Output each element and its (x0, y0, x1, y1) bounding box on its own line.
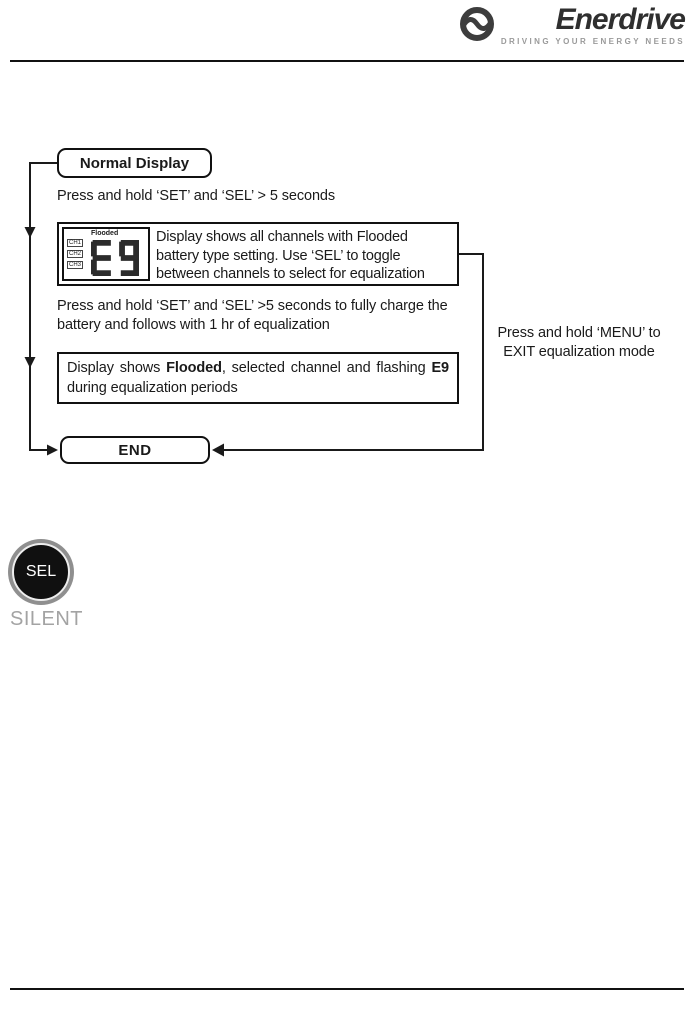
down-arrow-icon (25, 227, 36, 238)
flow-step-box-2: Display shows Flooded, selected channel and flashing E9 during equalization periods (57, 352, 459, 404)
flow-step-1-text: Display shows all channels with Flooded battery type setting. Use ‘SEL’ to toggle between channels to select for equalization (156, 229, 425, 283)
footer-divider (10, 988, 684, 990)
sel-button-face (12, 543, 70, 601)
right-arrow-icon (47, 445, 58, 456)
header-divider (10, 60, 684, 62)
flow-instruction-2: Press and hold ‘SET’ and ‘SEL’ >5 seconds to fully charge the battery and follows with 1 hr of equalization (57, 298, 448, 334)
enerdrive-swoosh-icon (458, 5, 496, 43)
flow-step-box-1 (57, 222, 459, 286)
brand-tagline: DRIVING YOUR ENERGY NEEDS (500, 37, 685, 46)
seven-segment-e9 (91, 240, 139, 276)
flow-instruction-1: Press and hold ‘SET’ and ‘SEL’ > 5 seconds (57, 188, 336, 204)
down-arrow-icon (25, 357, 36, 368)
lcd-channel-2: CH2 (69, 251, 82, 257)
logo-text-block (501, 5, 685, 46)
flow-end-label: END (118, 441, 152, 459)
enerdrive-logo (458, 5, 685, 46)
flow-end-node (60, 436, 210, 464)
sel-button (8, 539, 74, 605)
lcd-channel-1: CH1 (69, 240, 82, 246)
lcd-display (62, 227, 150, 281)
lcd-channel-indicators (67, 239, 83, 269)
sel-button-caption: SILENT (10, 608, 84, 630)
brand-wordmark: Enerdrive (555, 3, 685, 36)
lcd-channel-3: CH3 (69, 262, 82, 268)
left-arrow-icon (212, 444, 224, 457)
flow-start-label: Normal Display (79, 154, 190, 172)
lcd-battery-type-label: Flooded (91, 230, 119, 237)
sel-button-label: SEL (25, 563, 57, 580)
flow-start-node (57, 148, 212, 178)
flow-exit-note: Press and hold ‘MENU’ to EXIT equalization mode (497, 325, 661, 361)
